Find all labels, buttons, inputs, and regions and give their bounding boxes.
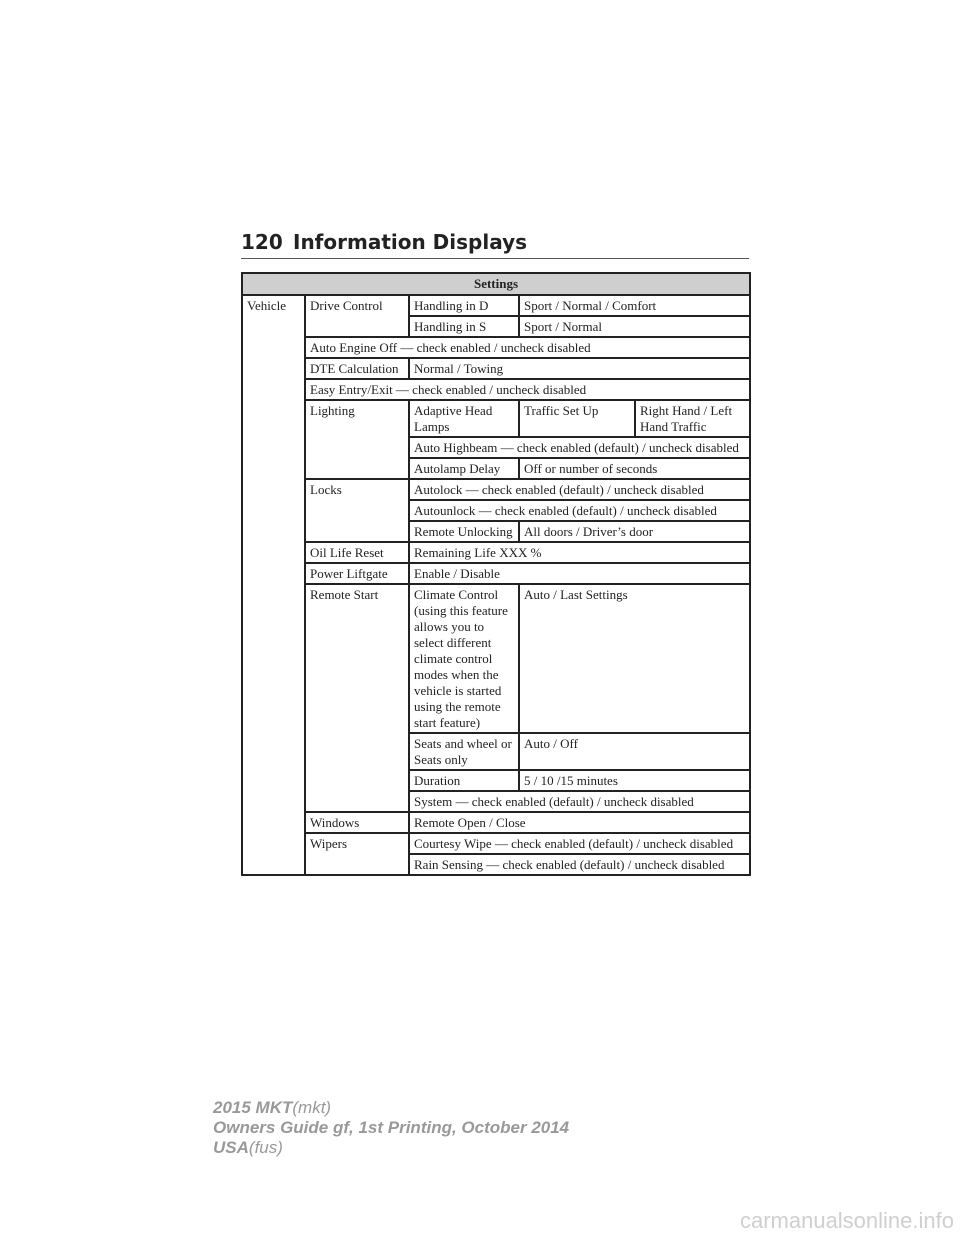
table-row [242, 563, 750, 584]
windows-cell: Windows [305, 812, 409, 833]
table-row [242, 479, 750, 500]
lighting-cell: Lighting [305, 400, 409, 479]
page-footer [213, 1098, 569, 1158]
traffic-options: Right Hand / Left Hand Traffic [635, 400, 750, 437]
remote-unlocking-options: All doors / Driver’s door [519, 521, 750, 542]
seats-wheel-cell: Seats and wheel or Seats only [409, 733, 519, 770]
section-title: Information Displays [293, 230, 528, 254]
table-header-row [242, 273, 750, 295]
liftgate-options: Enable / Disable [409, 563, 750, 584]
autolamp-options: Off or number of seconds [519, 458, 750, 479]
duration-options: 5 / 10 /15 minutes [519, 770, 750, 791]
duration-cell: Duration [409, 770, 519, 791]
wipers-cell: Wipers [305, 833, 409, 875]
handling-s-cell: Handling in S [409, 316, 519, 337]
autounlock-cell: Autounlock — check enabled (default) / uncheck disabled [409, 500, 750, 521]
header-divider [241, 258, 749, 259]
windows-options: Remote Open / Close [409, 812, 750, 833]
dte-calculation-cell: DTE Calculation [305, 358, 409, 379]
table-row [242, 400, 750, 437]
table-row [242, 812, 750, 833]
auto-highbeam-cell: Auto Highbeam — check enabled (default) / uncheck disabled [409, 437, 750, 458]
easy-entry-cell: Easy Entry/Exit — check enabled / uncheck disabled [305, 379, 750, 400]
handling-d-options: Sport / Normal / Comfort [519, 295, 750, 316]
system-cell: System — check enabled (default) / uncheck disabled [409, 791, 750, 812]
drive-control-cell: Drive Control [305, 295, 409, 337]
table-title: Settings [242, 273, 750, 295]
autolock-cell: Autolock — check enabled (default) / uncheck disabled [409, 479, 750, 500]
footer-model: 2015 MKT [213, 1098, 293, 1117]
handling-s-options: Sport / Normal [519, 316, 750, 337]
power-liftgate-cell: Power Liftgate [305, 563, 409, 584]
table-row [242, 542, 750, 563]
dte-options: Normal / Towing [409, 358, 750, 379]
adaptive-head-lamps-cell: Adaptive Head Lamps [409, 400, 519, 437]
footer-market: USA [213, 1138, 249, 1157]
courtesy-wipe-cell: Courtesy Wipe — check enabled (default) / uncheck disabled [409, 833, 750, 854]
climate-control-cell: Climate Control (using this feature allows you to select different climate control modes when the vehicle is started using the remote start feature) [409, 584, 519, 733]
rain-sensing-cell: Rain Sensing — check enabled (default) / uncheck disabled [409, 854, 750, 875]
page-header [241, 228, 749, 258]
remaining-life-cell: Remaining Life XXX % [409, 542, 750, 563]
footer-model-code: (mkt) [292, 1098, 332, 1117]
oil-life-reset-cell: Oil Life Reset [305, 542, 409, 563]
table-row [242, 584, 750, 733]
remote-start-cell: Remote Start [305, 584, 409, 812]
settings-table [241, 272, 751, 876]
watermark: carmanualsonline.info [739, 1208, 954, 1233]
remote-unlocking-cell: Remote Unlocking [409, 521, 519, 542]
table-row [242, 379, 750, 400]
vehicle-cell: Vehicle [242, 295, 305, 875]
footer-edition: Owners Guide gf, 1st Printing, October 2014 [213, 1118, 570, 1137]
autolamp-delay-cell: Autolamp Delay [409, 458, 519, 479]
climate-options: Auto / Last Settings [519, 584, 750, 733]
table-row [242, 833, 750, 854]
table-row [242, 358, 750, 379]
footer-market-code: (fus) [248, 1138, 283, 1157]
traffic-setup-cell: Traffic Set Up [519, 400, 635, 437]
auto-engine-off-cell: Auto Engine Off — check enabled / uncheck disabled [305, 337, 750, 358]
table-row [242, 295, 750, 316]
handling-d-cell: Handling in D [409, 295, 519, 316]
table-row [242, 337, 750, 358]
page-number: 120 [241, 230, 283, 254]
seats-options: Auto / Off [519, 733, 750, 770]
locks-cell: Locks [305, 479, 409, 542]
